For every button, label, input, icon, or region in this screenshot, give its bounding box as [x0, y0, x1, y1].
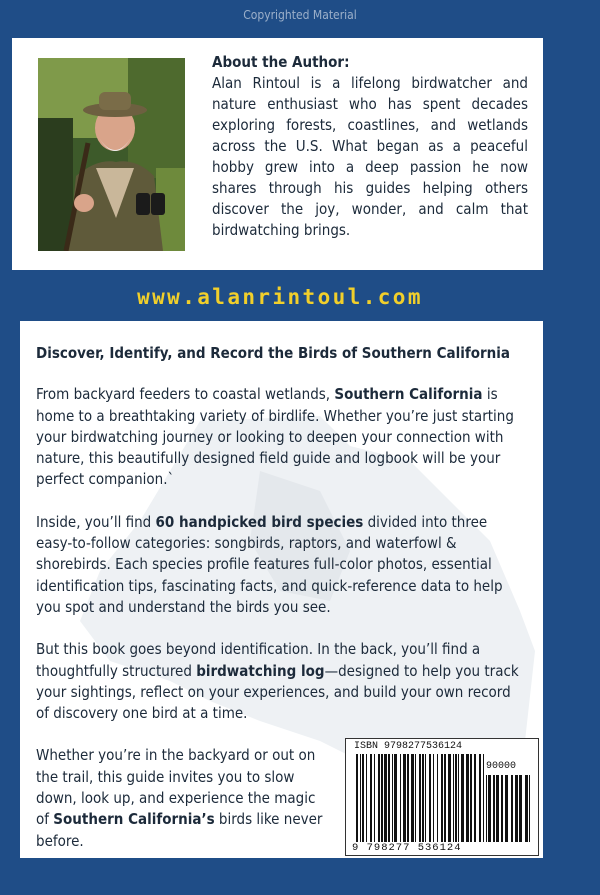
price-code: 90000 — [486, 761, 517, 772]
paragraph-intro — [36, 384, 523, 490]
p4-text-end: birds like never before. — [36, 810, 323, 850]
copyright-watermark: Copyrighted Material — [243, 8, 357, 22]
p3-text-end: —designed to help you track your sightings, reflect on your experiences, and build your own record of discovery one bird at a time. — [36, 661, 519, 723]
isbn-label: ISBN 9798277536124 — [354, 741, 463, 752]
about-author-panel — [12, 38, 543, 270]
p3-text: But this book goes beyond identification. In the back, you’ll find a thoughtfully structured — [36, 640, 481, 680]
author-heading: About the Author: — [212, 53, 350, 71]
author-website-link[interactable]: www.alanrintoul.com — [137, 285, 423, 309]
p1-text: From backyard feeders to coastal wetlands, — [36, 385, 335, 404]
author-text-block — [212, 52, 528, 241]
isbn-barcode — [345, 738, 539, 856]
paragraph-closing — [36, 745, 331, 851]
p3-emphasis: birdwatching log — [196, 661, 325, 680]
p1-emphasis: Southern California — [334, 385, 483, 404]
description-title: Discover, Identify, and Record the Birds of Southern California — [36, 344, 510, 362]
barcode-bars — [356, 754, 484, 842]
p2-text: Inside, you’ll find — [36, 512, 156, 531]
paragraph-species — [36, 512, 523, 618]
paragraph-log — [36, 639, 523, 724]
p4-emphasis: Southern California’s — [53, 810, 215, 829]
author-bio: Alan Rintoul is a lifelong birdwatcher and nature enthusiast who has spent decades exploring forests, coastlines, and wetlands across the U.S. What began as a peaceful hobby grew into a deep passion he now shares through his guides helping others discover the joy, wonder, and calm that birdwatching brings. — [212, 74, 528, 239]
p2-emphasis: 60 handpicked bird species — [155, 512, 364, 531]
author-photo — [38, 58, 185, 251]
price-barcode-bars — [486, 775, 530, 842]
isbn-digits: 9 798277 536124 — [352, 842, 462, 854]
p2-text-end: divided into three easy-to-follow categories: songbirds, raptors, and waterfowl & shorebirds. Each species profile features full-color photos, essential identification tips, fascinating facts, and quick-reference data to help you spot and understand the birds you see. — [36, 512, 503, 616]
p1-text-end: is home to a breathtaking variety of birdlife. Whether you’re just starting your birdwatching journey or looking to deepen your connection with nature, this beautifully designed field guide and logbook will be your perfect companion.` — [36, 385, 514, 489]
p4-text: Whether you’re in the backyard or out on the trail, this guide invites you to slow down, look up, and experience the magic of — [36, 746, 316, 829]
